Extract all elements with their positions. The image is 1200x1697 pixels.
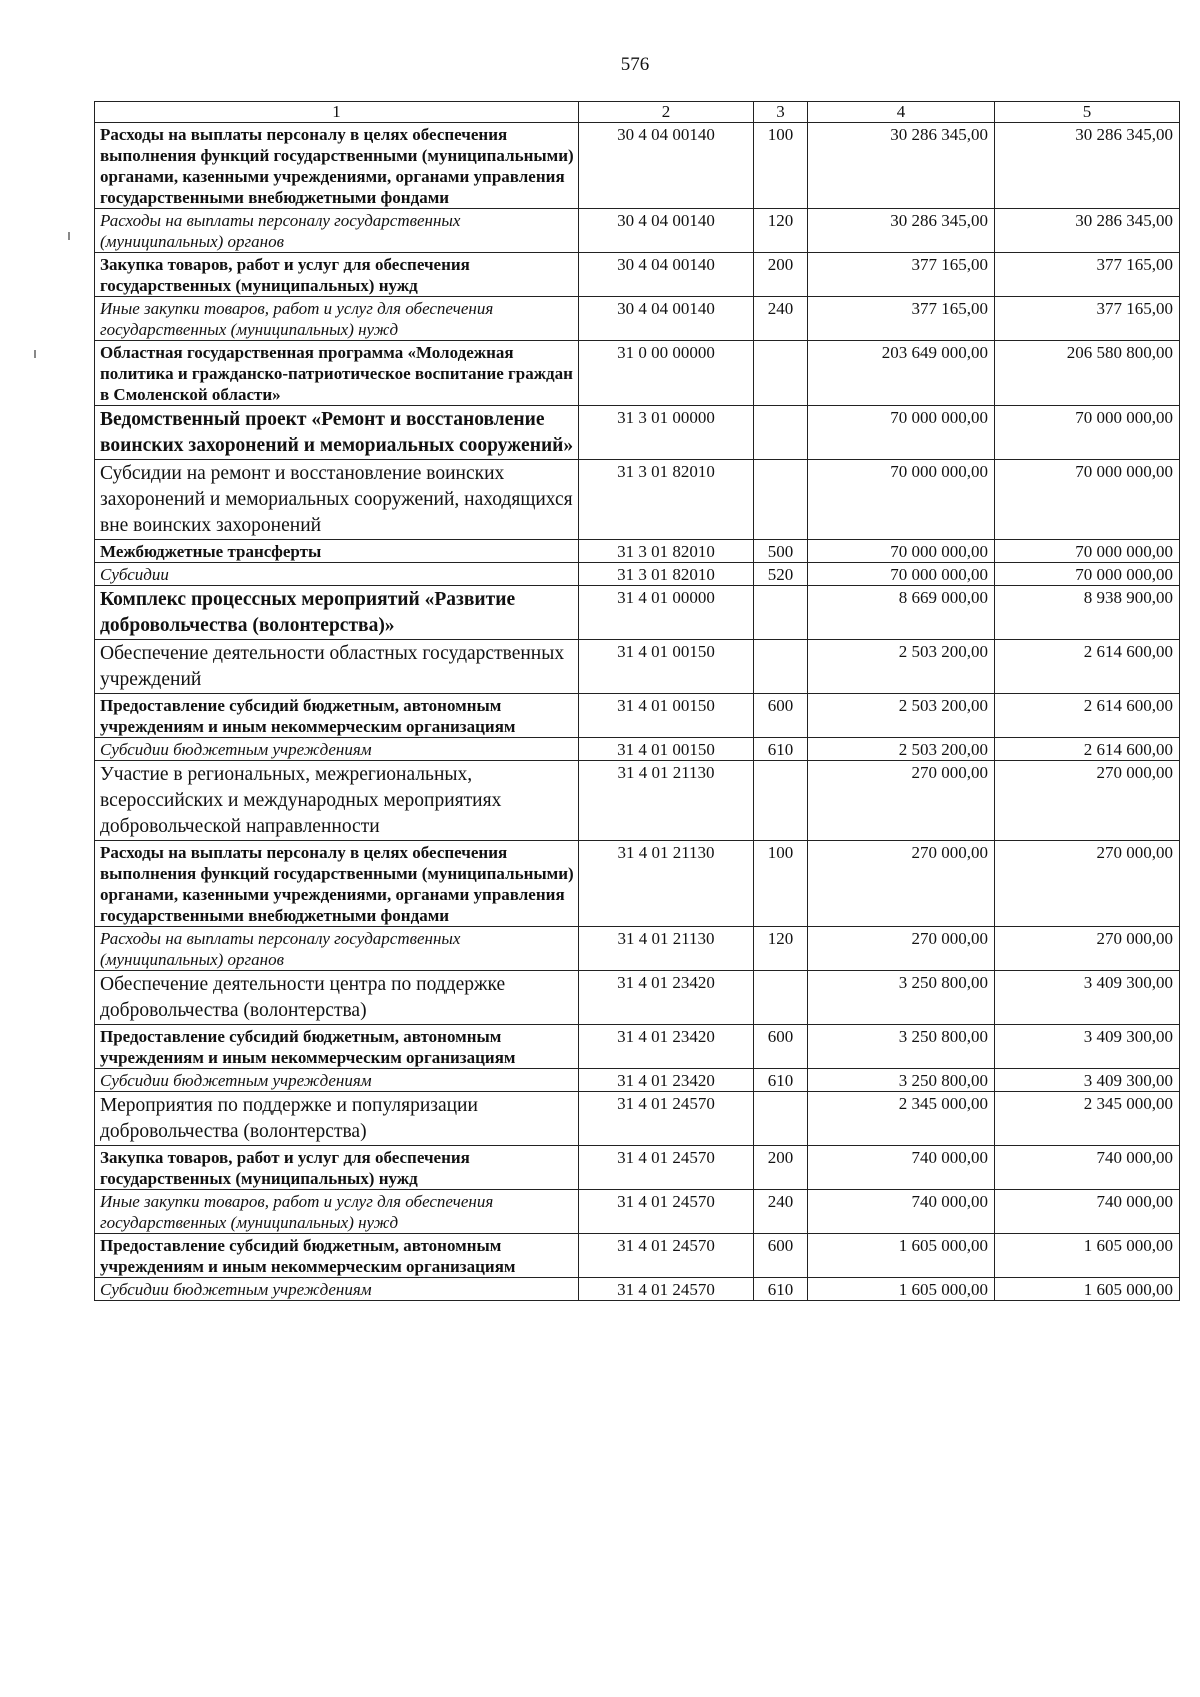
row-name-cell: Участие в региональных, межрегиональных, всероссийских и международных мероприятиях добровольческой направленности	[95, 761, 579, 841]
row-type-cell: 120	[754, 209, 808, 253]
row-amount1-cell: 740 000,00	[808, 1146, 995, 1190]
row-name-cell: Иные закупки товаров, работ и услуг для обеспечения государственных (муниципальных) нужд	[95, 297, 579, 341]
row-code-cell: 30 4 04 00140	[579, 253, 754, 297]
row-amount2-cell: 270 000,00	[995, 761, 1180, 841]
row-amount2-cell: 70 000 000,00	[995, 563, 1180, 586]
row-amount1-cell: 2 503 200,00	[808, 694, 995, 738]
row-amount2-cell: 740 000,00	[995, 1146, 1180, 1190]
row-type-cell	[754, 406, 808, 460]
row-code-cell: 31 4 01 24570	[579, 1146, 754, 1190]
row-amount1-cell: 1 605 000,00	[808, 1278, 995, 1301]
budget-table	[94, 101, 1180, 1301]
header-cell: 3	[754, 102, 808, 123]
row-amount1-cell: 70 000 000,00	[808, 406, 995, 460]
header-cell: 5	[995, 102, 1180, 123]
table-row	[95, 1278, 1180, 1301]
row-type-cell: 200	[754, 253, 808, 297]
table-row	[95, 209, 1180, 253]
row-code-cell: 31 3 01 00000	[579, 406, 754, 460]
row-name-cell: Расходы на выплаты персоналу в целях обеспечения выполнения функций государственными (муниципальными) органами, казенными учреждениями, органами управления государственными внебюджетными фондами	[95, 123, 579, 209]
row-amount1-cell: 3 250 800,00	[808, 1069, 995, 1092]
table-row	[95, 738, 1180, 761]
row-code-cell: 31 4 01 00150	[579, 694, 754, 738]
row-amount2-cell: 70 000 000,00	[995, 460, 1180, 540]
scan-mark	[68, 232, 70, 240]
table-row	[95, 460, 1180, 540]
row-amount2-cell: 3 409 300,00	[995, 1069, 1180, 1092]
row-code-cell: 31 4 01 00150	[579, 738, 754, 761]
row-amount2-cell: 70 000 000,00	[995, 540, 1180, 563]
row-amount2-cell: 206 580 800,00	[995, 341, 1180, 406]
row-name-cell: Расходы на выплаты персоналу государственных (муниципальных) органов	[95, 927, 579, 971]
row-amount1-cell: 740 000,00	[808, 1190, 995, 1234]
row-name-cell: Предоставление субсидий бюджетным, автономным учреждениям и иным некоммерческим организациям	[95, 1025, 579, 1069]
row-name-cell: Субсидии бюджетным учреждениям	[95, 1069, 579, 1092]
row-type-cell	[754, 460, 808, 540]
row-amount1-cell: 70 000 000,00	[808, 540, 995, 563]
row-amount1-cell: 377 165,00	[808, 297, 995, 341]
scan-mark	[34, 350, 36, 358]
row-amount1-cell: 270 000,00	[808, 761, 995, 841]
row-type-cell: 600	[754, 1234, 808, 1278]
row-name-cell: Предоставление субсидий бюджетным, автономным учреждениям и иным некоммерческим организациям	[95, 1234, 579, 1278]
row-amount2-cell: 30 286 345,00	[995, 209, 1180, 253]
row-name-cell: Субсидии бюджетным учреждениям	[95, 738, 579, 761]
row-code-cell: 31 3 01 82010	[579, 540, 754, 563]
row-name-cell: Субсидии	[95, 563, 579, 586]
row-name-cell: Обеспечение деятельности центра по поддержке добровольчества (волонтерства)	[95, 971, 579, 1025]
row-code-cell: 31 4 01 00000	[579, 586, 754, 640]
row-amount2-cell: 3 409 300,00	[995, 1025, 1180, 1069]
row-type-cell: 610	[754, 738, 808, 761]
row-code-cell: 31 4 01 21130	[579, 841, 754, 927]
row-code-cell: 31 4 01 23420	[579, 1069, 754, 1092]
row-amount1-cell: 30 286 345,00	[808, 123, 995, 209]
row-code-cell: 31 4 01 24570	[579, 1092, 754, 1146]
row-name-cell: Закупка товаров, работ и услуг для обеспечения государственных (муниципальных) нужд	[95, 253, 579, 297]
header-cell: 2	[579, 102, 754, 123]
table-header-row	[95, 102, 1180, 123]
table-row	[95, 761, 1180, 841]
row-amount2-cell: 1 605 000,00	[995, 1278, 1180, 1301]
row-type-cell	[754, 640, 808, 694]
row-type-cell: 610	[754, 1278, 808, 1301]
row-name-cell: Областная государственная программа «Молодежная политика и гражданско-патриотическое воспитание граждан в Смоленской области»	[95, 341, 579, 406]
row-amount2-cell: 2 345 000,00	[995, 1092, 1180, 1146]
row-amount2-cell: 3 409 300,00	[995, 971, 1180, 1025]
row-amount2-cell: 270 000,00	[995, 927, 1180, 971]
row-type-cell	[754, 341, 808, 406]
row-name-cell: Мероприятия по поддержке и популяризации добровольчества (волонтерства)	[95, 1092, 579, 1146]
table-row	[95, 927, 1180, 971]
page-number: 576	[620, 54, 650, 75]
row-amount2-cell: 377 165,00	[995, 297, 1180, 341]
row-name-cell: Закупка товаров, работ и услуг для обеспечения государственных (муниципальных) нужд	[95, 1146, 579, 1190]
row-type-cell	[754, 761, 808, 841]
table-row	[95, 586, 1180, 640]
row-type-cell: 100	[754, 123, 808, 209]
row-type-cell: 610	[754, 1069, 808, 1092]
row-code-cell: 31 4 01 24570	[579, 1234, 754, 1278]
row-amount2-cell: 2 614 600,00	[995, 640, 1180, 694]
row-amount1-cell: 3 250 800,00	[808, 971, 995, 1025]
row-type-cell	[754, 586, 808, 640]
table-row	[95, 563, 1180, 586]
row-amount1-cell: 8 669 000,00	[808, 586, 995, 640]
row-code-cell: 31 0 00 00000	[579, 341, 754, 406]
table-row	[95, 694, 1180, 738]
row-code-cell: 31 4 01 23420	[579, 971, 754, 1025]
table-row	[95, 1069, 1180, 1092]
row-amount2-cell: 1 605 000,00	[995, 1234, 1180, 1278]
row-code-cell: 31 3 01 82010	[579, 460, 754, 540]
row-name-cell: Расходы на выплаты персоналу в целях обеспечения выполнения функций государственными (муниципальными) органами, казенными учреждениями, органами управления государственными внебюджетными фондами	[95, 841, 579, 927]
row-code-cell: 30 4 04 00140	[579, 297, 754, 341]
row-code-cell: 31 4 01 23420	[579, 1025, 754, 1069]
row-amount1-cell: 70 000 000,00	[808, 460, 995, 540]
row-amount1-cell: 270 000,00	[808, 841, 995, 927]
row-name-cell: Расходы на выплаты персоналу государственных (муниципальных) органов	[95, 209, 579, 253]
row-type-cell: 120	[754, 927, 808, 971]
row-amount2-cell: 70 000 000,00	[995, 406, 1180, 460]
row-type-cell: 600	[754, 1025, 808, 1069]
row-name-cell: Субсидии бюджетным учреждениям	[95, 1278, 579, 1301]
row-amount1-cell: 2 345 000,00	[808, 1092, 995, 1146]
header-cell: 4	[808, 102, 995, 123]
row-code-cell: 31 3 01 82010	[579, 563, 754, 586]
row-name-cell: Комплекс процессных мероприятий «Развитие добровольчества (волонтерства)»	[95, 586, 579, 640]
row-name-cell: Обеспечение деятельности областных государственных учреждений	[95, 640, 579, 694]
row-code-cell: 30 4 04 00140	[579, 209, 754, 253]
row-name-cell: Предоставление субсидий бюджетным, автономным учреждениям и иным некоммерческим организациям	[95, 694, 579, 738]
row-code-cell: 31 4 01 00150	[579, 640, 754, 694]
table-row	[95, 1234, 1180, 1278]
row-code-cell: 31 4 01 21130	[579, 761, 754, 841]
row-type-cell: 240	[754, 297, 808, 341]
row-name-cell: Иные закупки товаров, работ и услуг для обеспечения государственных (муниципальных) нужд	[95, 1190, 579, 1234]
table-row	[95, 406, 1180, 460]
row-code-cell: 30 4 04 00140	[579, 123, 754, 209]
table-row	[95, 1092, 1180, 1146]
row-type-cell: 240	[754, 1190, 808, 1234]
table-row	[95, 540, 1180, 563]
row-amount1-cell: 203 649 000,00	[808, 341, 995, 406]
row-type-cell	[754, 1092, 808, 1146]
row-type-cell: 520	[754, 563, 808, 586]
row-name-cell: Субсидии на ремонт и восстановление воинских захоронений и мемориальных сооружений, находящихся вне воинских захоронений	[95, 460, 579, 540]
row-code-cell: 31 4 01 24570	[579, 1278, 754, 1301]
row-amount2-cell: 8 938 900,00	[995, 586, 1180, 640]
row-name-cell: Ведомственный проект «Ремонт и восстановление воинских захоронений и мемориальных сооружений»	[95, 406, 579, 460]
row-type-cell: 600	[754, 694, 808, 738]
row-amount2-cell: 377 165,00	[995, 253, 1180, 297]
row-code-cell: 31 4 01 21130	[579, 927, 754, 971]
table-row	[95, 253, 1180, 297]
row-type-cell: 500	[754, 540, 808, 563]
row-amount1-cell: 30 286 345,00	[808, 209, 995, 253]
header-cell: 1	[95, 102, 579, 123]
row-amount2-cell: 270 000,00	[995, 841, 1180, 927]
row-type-cell	[754, 971, 808, 1025]
row-amount1-cell: 3 250 800,00	[808, 1025, 995, 1069]
row-type-cell: 200	[754, 1146, 808, 1190]
row-amount1-cell: 377 165,00	[808, 253, 995, 297]
row-amount1-cell: 2 503 200,00	[808, 738, 995, 761]
row-amount2-cell: 2 614 600,00	[995, 694, 1180, 738]
row-amount2-cell: 2 614 600,00	[995, 738, 1180, 761]
table-row	[95, 1146, 1180, 1190]
row-amount2-cell: 740 000,00	[995, 1190, 1180, 1234]
row-amount2-cell: 30 286 345,00	[995, 123, 1180, 209]
row-amount1-cell: 70 000 000,00	[808, 563, 995, 586]
table-row	[95, 341, 1180, 406]
table-row	[95, 971, 1180, 1025]
row-amount1-cell: 2 503 200,00	[808, 640, 995, 694]
row-code-cell: 31 4 01 24570	[579, 1190, 754, 1234]
table-row	[95, 297, 1180, 341]
row-type-cell: 100	[754, 841, 808, 927]
table-row	[95, 1025, 1180, 1069]
row-amount1-cell: 270 000,00	[808, 927, 995, 971]
row-name-cell: Межбюджетные трансферты	[95, 540, 579, 563]
table-row	[95, 123, 1180, 209]
table-row	[95, 1190, 1180, 1234]
table-row	[95, 640, 1180, 694]
table-row	[95, 841, 1180, 927]
row-amount1-cell: 1 605 000,00	[808, 1234, 995, 1278]
